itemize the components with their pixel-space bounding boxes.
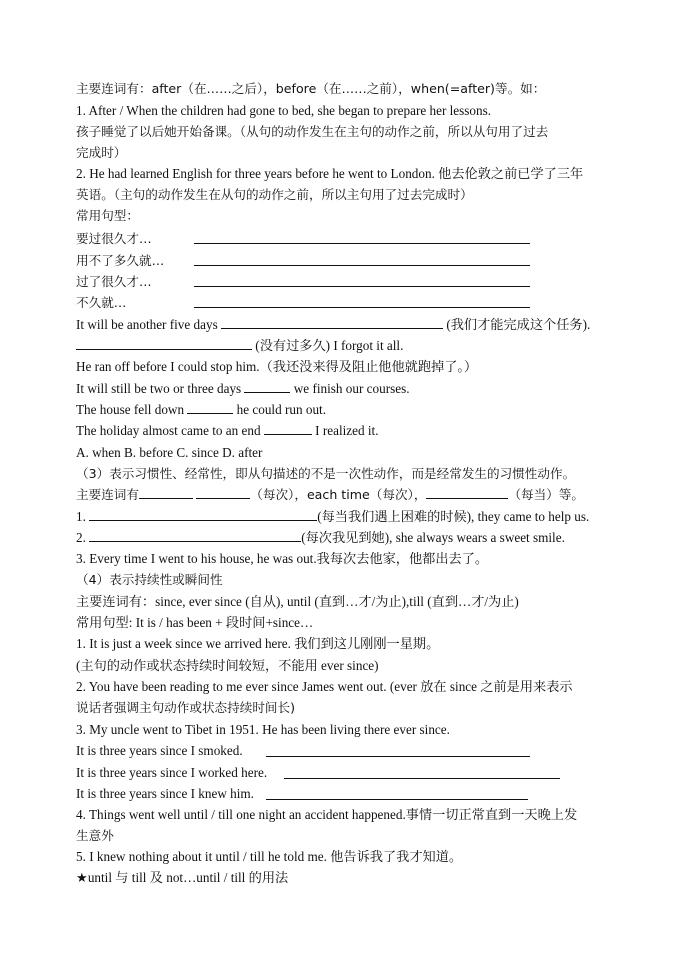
text-line: 5. I knew nothing about it until / till he told me. 他告诉我了我才知道。 [76, 849, 463, 864]
answer-blank[interactable] [76, 337, 252, 350]
section-heading: （3）表示习惯性、经常性，即从句描述的不是一次性动作，而是经常发生的习惯性动作。 [76, 466, 576, 481]
pattern-label: 不久就… [76, 295, 127, 310]
text-line: 1. After / When the children had gone to bed, she began to prepare her lessons. [76, 103, 492, 118]
text-line: The house fell down he could run out. [76, 402, 327, 417]
answer-blank[interactable] [194, 243, 530, 244]
text-line: 英语。（主句的动作发生在从句的动作之前，所以主句用了过去完成时） [76, 187, 473, 202]
answer-blank[interactable] [196, 486, 250, 499]
text-line: 常用句型: It is / has been + 段时间+since… [76, 615, 314, 630]
text-line: 3. My uncle went to Tibet in 1951. He has been living there ever since. [76, 722, 450, 737]
answer-blank[interactable] [426, 486, 508, 499]
answer-blank[interactable] [89, 508, 317, 521]
text-line: 2. He had learned English for three years before he went to London. 他去伦敦之前已学了三年 [76, 166, 584, 181]
pattern-label: 过了很久才… [76, 274, 152, 289]
text-line: 1. (每当我们遇上困难的时候), they came to help us. [76, 509, 590, 524]
text-line: 完成时） [76, 145, 127, 160]
text-line: He ran off before I could stop him.（我还没来得及阻止他他就跑掉了。） [76, 359, 478, 374]
answer-blank[interactable] [194, 265, 530, 266]
text-line: It is three years since I smoked. [76, 743, 243, 758]
text-line: It is three years since I worked here. [76, 765, 268, 780]
text-line: 主要连词有：since, ever since (自从), until (直到…才/为止),till (直到…才/为止) [76, 594, 519, 609]
text-line: 3. Every time I went to his house, he was out.我每次去他家，他都出去了。 [76, 551, 489, 566]
answer-blank[interactable] [266, 799, 528, 800]
section-heading: ★until 与 till 及 not…until / till 的用法 [76, 870, 289, 885]
text-line: 2. You have been reading to me ever since James went out. (ever 放在 since 之前是用来表示 [76, 679, 573, 694]
answer-blank[interactable] [264, 422, 312, 435]
answer-blank[interactable] [244, 380, 290, 393]
answer-blank[interactable] [187, 401, 233, 414]
text-line: 2. (每次我见到她), she always wears a sweet smile. [76, 530, 565, 545]
text-line: It will be another five days (我们才能完成这个任务). [76, 317, 591, 332]
text-line: 主要连词有 （每次），each time（每次）， （每当）等。 [76, 487, 584, 502]
answer-blank[interactable] [194, 307, 530, 308]
text-line: 4. Things went well until / till one night an accident happened.事情一切正常直到一天晚上发 [76, 807, 578, 822]
text-line: 1. It is just a week since we arrived here. 我们到这儿刚刚一星期。 [76, 636, 440, 651]
answer-options: A. when B. before C. since D. after [76, 445, 263, 460]
text-line: The holiday almost came to an end I realized it. [76, 423, 379, 438]
text-line: It is three years since I knew him. [76, 786, 254, 801]
answer-blank[interactable] [139, 486, 193, 499]
text-line: (主句的动作或状态持续时间较短，不能用 ever since) [76, 658, 379, 673]
section-heading: （4）表示持续性或瞬间性 [76, 572, 223, 587]
answer-blank[interactable] [266, 756, 530, 757]
answer-blank[interactable] [89, 529, 301, 542]
section-label: 常用句型： [76, 208, 139, 223]
pattern-label: 要过很久才… [76, 231, 152, 246]
pattern-label: 用不了多久就… [76, 253, 165, 268]
text-line: 孩子睡觉了以后她开始备课。（从句的动作发生在主句的动作之前，所以从句用了过去 [76, 124, 549, 139]
answer-blank[interactable] [221, 316, 443, 329]
text-line: It will still be two or three days we finish our courses. [76, 381, 410, 396]
answer-blank[interactable] [194, 286, 530, 287]
answer-blank[interactable] [284, 778, 560, 779]
text-line: 说话者强调主句动作或状态持续时间长) [76, 700, 296, 715]
text-line: (没有过多久) I forgot it all. [76, 337, 403, 355]
text-line: 主要连词有：after（在……之后），before（在……之前），when(=after)等。如： [76, 81, 546, 96]
text-line: 生意外 [76, 828, 114, 843]
